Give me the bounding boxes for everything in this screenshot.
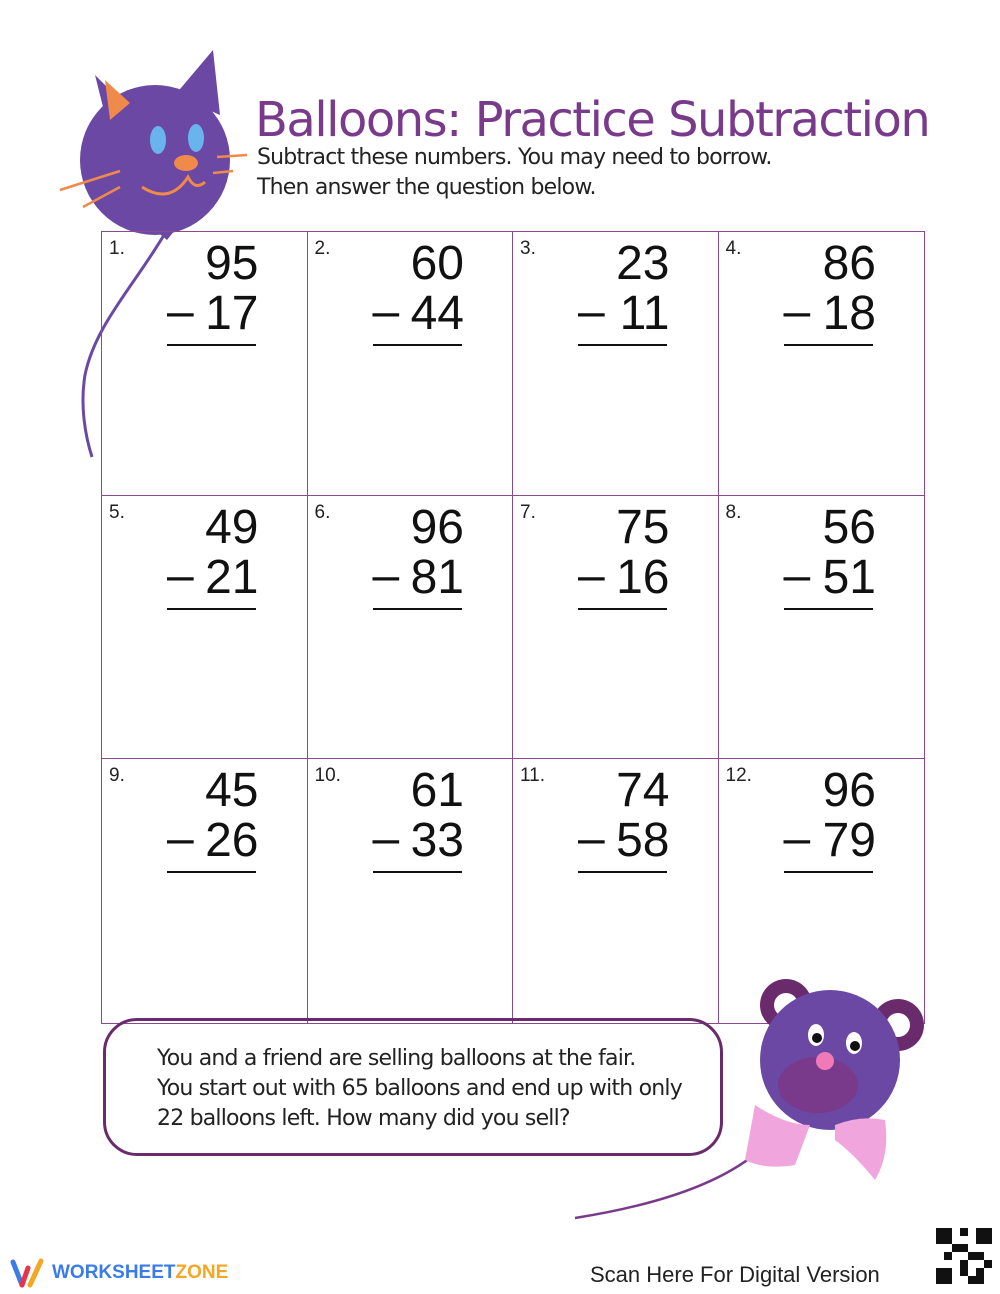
problem-number: 11. xyxy=(520,765,546,787)
minuend: 49 xyxy=(205,500,259,554)
minus-sign: – xyxy=(167,548,194,602)
problem-cell xyxy=(719,496,925,760)
minuend: 61 xyxy=(410,764,464,818)
problem-cell xyxy=(719,232,925,496)
brand-name-b: ZONE xyxy=(175,1262,229,1283)
problem-cell xyxy=(102,232,308,496)
problem-number: 1. xyxy=(109,238,125,259)
subtrahend: 11 xyxy=(619,287,670,340)
subtrahend: 81 xyxy=(410,550,464,604)
minus-sign: – xyxy=(783,548,811,602)
answer-line[interactable] xyxy=(578,344,667,346)
subtrahend: 51 xyxy=(822,550,876,604)
minus-sign: – xyxy=(783,812,811,866)
answer-line[interactable] xyxy=(784,608,873,610)
subtrahend: 44 xyxy=(410,287,464,340)
bear-balloon-icon xyxy=(570,975,930,1225)
minuend: 75 xyxy=(616,500,670,554)
minuend: 96 xyxy=(822,764,876,818)
minuend: 60 xyxy=(410,237,464,290)
problem-number: 5. xyxy=(109,501,125,523)
subtrahend: 33 xyxy=(410,814,464,868)
problem-number: 8. xyxy=(725,501,742,523)
problem-number: 9. xyxy=(109,765,125,787)
problem-number: 4. xyxy=(725,238,742,259)
answer-line[interactable] xyxy=(578,871,667,873)
scan-label: Scan Here For Digital Version xyxy=(590,1262,880,1287)
page-title: Balloons: Practice Subtraction xyxy=(255,92,930,148)
minus-sign: – xyxy=(372,285,400,338)
minus-sign: – xyxy=(167,285,194,338)
answer-line[interactable] xyxy=(167,871,256,873)
problem-number: 6. xyxy=(314,501,331,523)
answer-line[interactable] xyxy=(167,608,256,610)
logo-mark-icon xyxy=(10,1258,46,1288)
answer-line[interactable] xyxy=(784,344,873,346)
word-problem-line-3: 22 balloons left. How many did you sell? xyxy=(157,1106,570,1131)
minus-sign: – xyxy=(783,285,811,338)
minuend: 56 xyxy=(822,500,876,554)
problem-number: 10. xyxy=(314,765,341,787)
problem-number: 12. xyxy=(725,765,752,787)
problem-cell xyxy=(102,496,308,760)
subtrahend: 18 xyxy=(822,287,876,340)
subtrahend: 26 xyxy=(205,814,259,868)
problem-number: 7. xyxy=(520,501,536,523)
answer-line[interactable] xyxy=(167,344,256,346)
answer-line[interactable] xyxy=(373,344,462,346)
minus-sign: – xyxy=(578,812,605,866)
instruction-line-2: Then answer the question below. xyxy=(257,175,596,200)
problem-cell xyxy=(308,759,514,1023)
problem-cell xyxy=(308,496,514,760)
subtrahend: 58 xyxy=(616,814,670,868)
minus-sign: – xyxy=(167,812,194,866)
answer-line[interactable] xyxy=(578,608,667,610)
subtrahend: 79 xyxy=(822,814,876,868)
problem-number: 2. xyxy=(314,238,331,259)
answer-line[interactable] xyxy=(784,871,873,873)
minus-sign: – xyxy=(578,285,605,338)
problem-cell xyxy=(102,759,308,1023)
problem-cell xyxy=(513,232,719,496)
minuend: 74 xyxy=(616,764,670,818)
minuend: 96 xyxy=(410,500,464,554)
brand-name-a: WORKSHEET xyxy=(52,1262,176,1283)
problem-number: 3. xyxy=(520,238,536,259)
answer-line[interactable] xyxy=(373,608,462,610)
subtrahend: 17 xyxy=(205,287,259,340)
instruction-line-1: Subtract these numbers. You may need to borrow. xyxy=(257,145,772,170)
minus-sign: – xyxy=(372,812,400,866)
qr-code-icon[interactable] xyxy=(936,1228,992,1284)
problem-cell xyxy=(308,232,514,496)
problem-cell xyxy=(513,496,719,760)
minus-sign: – xyxy=(372,548,400,602)
subtrahend: 21 xyxy=(205,550,259,604)
minuend: 45 xyxy=(205,764,259,818)
problem-grid xyxy=(101,231,925,1024)
subtrahend: 16 xyxy=(616,550,670,604)
minuend: 23 xyxy=(616,237,670,290)
minus-sign: – xyxy=(578,548,605,602)
answer-line[interactable] xyxy=(373,871,462,873)
worksheet-zone-logo[interactable] xyxy=(10,1258,228,1288)
word-problem-line-1: You and a friend are selling balloons at the fair. xyxy=(157,1046,636,1071)
minuend: 95 xyxy=(205,237,259,290)
minuend: 86 xyxy=(822,237,876,290)
word-problem-line-2: You start out with 65 balloons and end up with only xyxy=(157,1076,682,1101)
